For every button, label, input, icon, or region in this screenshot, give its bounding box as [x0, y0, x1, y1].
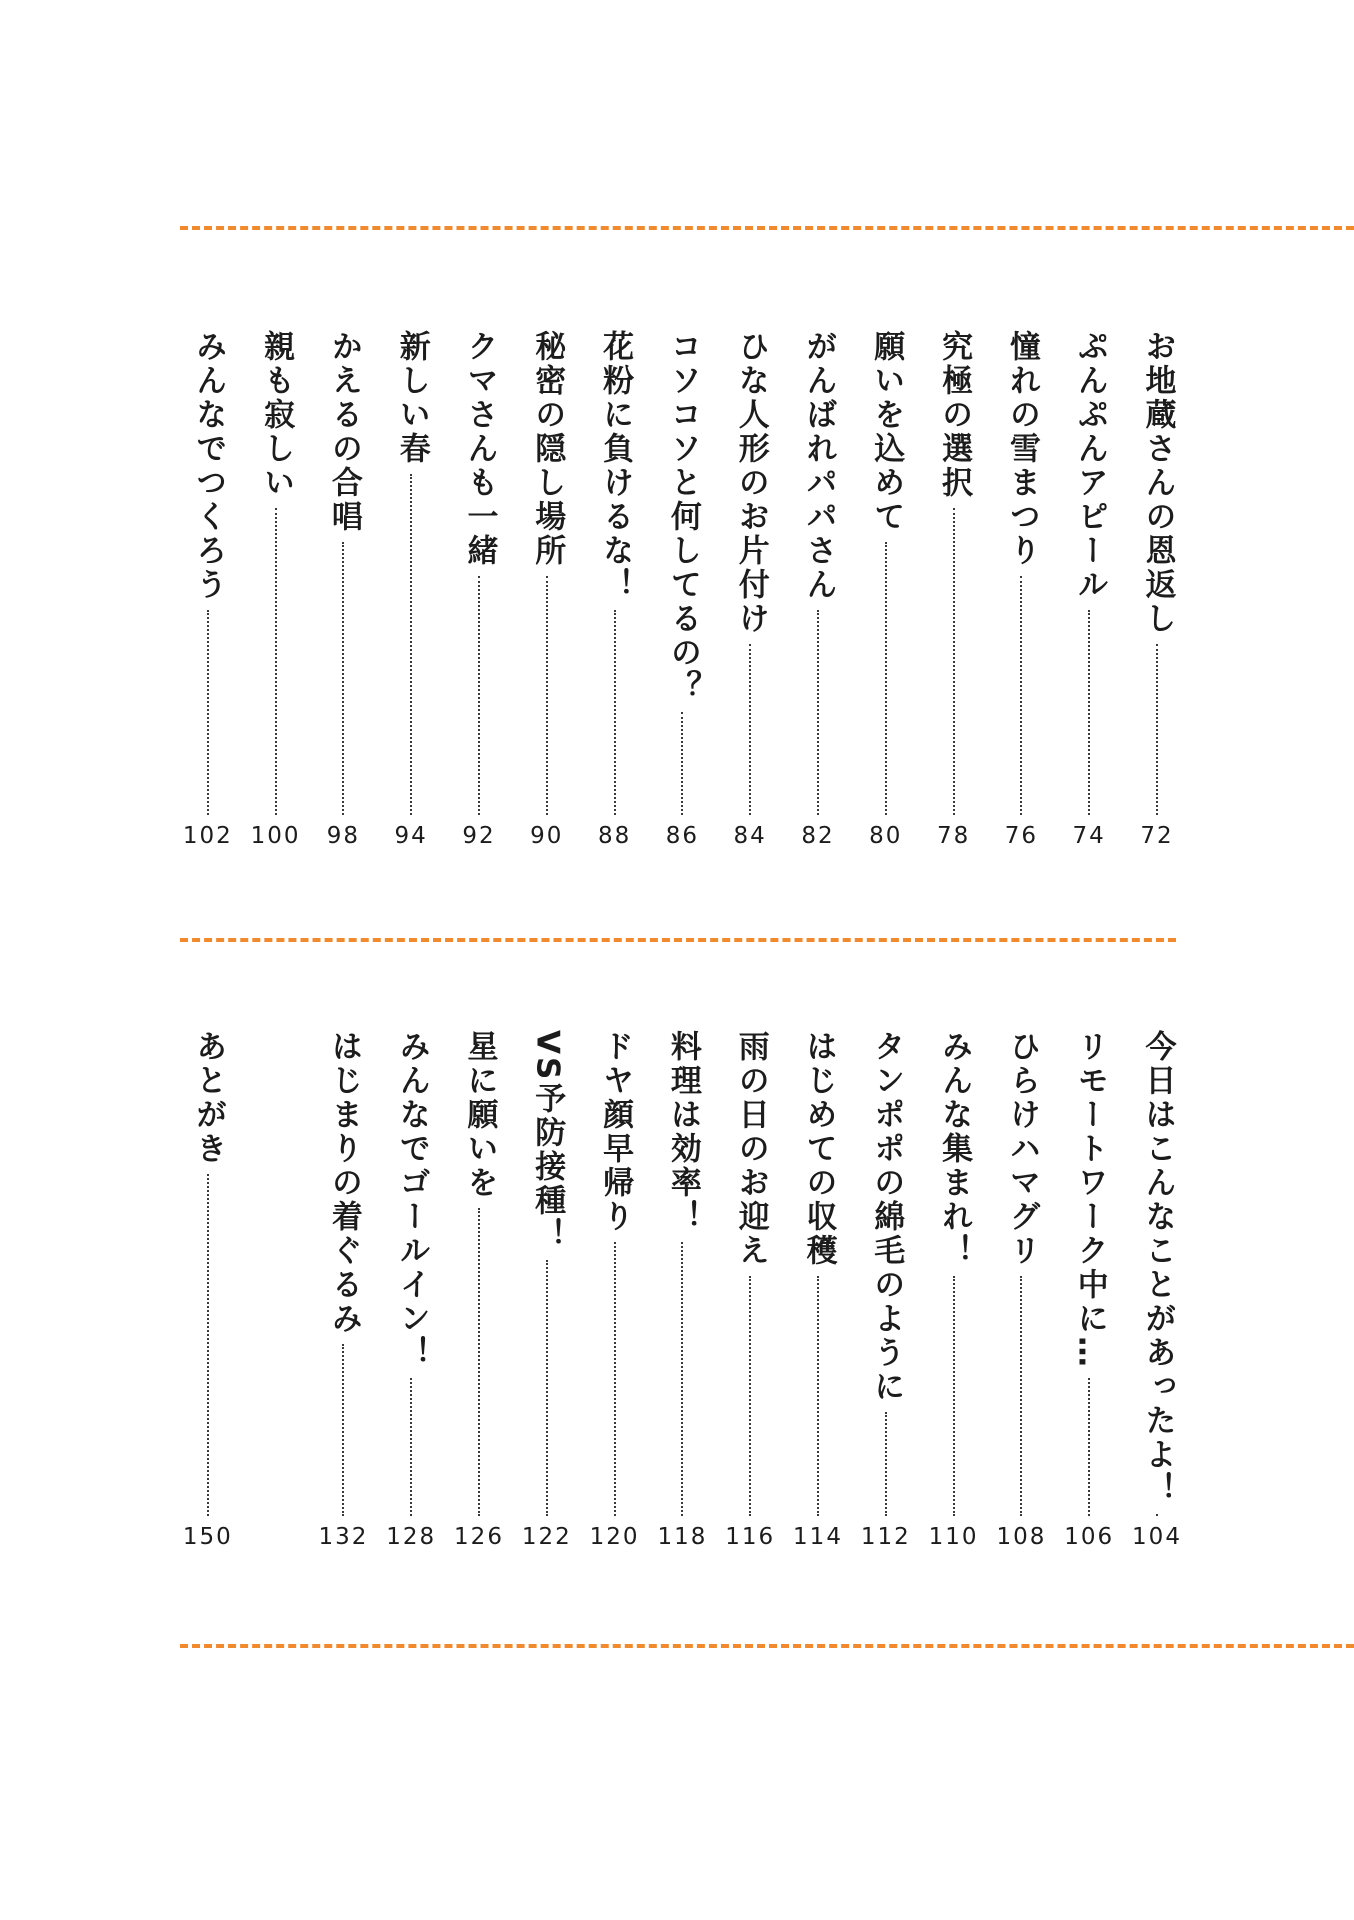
dot-leader [546, 1260, 548, 1516]
dot-leader [953, 1276, 955, 1516]
toc-entry-title: 今日はこんなことがあったよ！ [1139, 1030, 1176, 1506]
dot-leader [207, 1174, 209, 1516]
toc-entry-title: ひらけハマグリ [1003, 1030, 1040, 1268]
toc-entry[interactable] [790, 1030, 846, 1549]
toc-entry-title: かえるの合唱 [325, 330, 362, 534]
toc-entry[interactable] [858, 1030, 914, 1549]
toc-entry-title: 料理は効率！ [664, 1030, 701, 1234]
toc-entry-page-number: 106 [1064, 1524, 1115, 1550]
toc-entry[interactable] [1061, 1030, 1117, 1549]
toc-entry-page-number: 98 [326, 823, 361, 849]
toc-entry-title: クマさんも一緒 [461, 330, 498, 568]
toc-entry-title: リモートワーク中に… [1071, 1030, 1108, 1370]
toc-entry[interactable] [722, 1030, 778, 1549]
dot-leader [1088, 1378, 1090, 1516]
toc-entry-title: みんなでゴールイン！ [393, 1030, 430, 1370]
toc-entry-title: 親も寂しい [258, 330, 295, 500]
toc-entry-title: みんな集まれ！ [936, 1030, 973, 1268]
toc-entry-page-number: 102 [182, 823, 233, 849]
dot-leader [681, 1242, 683, 1516]
toc-entry-page-number: 94 [394, 823, 428, 849]
dot-leader [817, 1276, 819, 1516]
toc-entry-title: ドヤ顔早帰り [597, 1030, 634, 1234]
toc-entry-title: 星に願いを [461, 1030, 498, 1200]
toc-entry-title: ひな人形のお片付け [732, 330, 769, 636]
toc-entry-title: 憧れの雪まつり [1003, 330, 1040, 568]
dot-leader [885, 1412, 887, 1516]
toc-entry-title: コソコソと何してるの？ [664, 330, 701, 704]
toc-entry-page-number: 114 [793, 1524, 843, 1550]
toc-entry-page-number: 80 [869, 823, 903, 849]
toc-entry-title: がんばれパパさん [800, 330, 837, 602]
toc-entry-title: 秘密の隠し場所 [529, 330, 566, 568]
toc-entry-page-number: 122 [521, 1524, 572, 1550]
toc-entry-title: VS予防接種！ [529, 1030, 566, 1253]
toc-entry-page-number: 116 [725, 1524, 776, 1550]
dot-leader [1156, 1514, 1158, 1516]
toc-entry-page-number: 78 [936, 823, 971, 849]
toc-entry-page-number: 88 [597, 823, 632, 849]
dot-leader [342, 1344, 344, 1516]
toc-entry-title: タンポポの綿毛のように [868, 1030, 905, 1404]
toc-entry-title: あとがき [190, 1030, 227, 1166]
toc-entry-title: はじまりの着ぐるみ [325, 1030, 362, 1336]
toc-entry-title: 新しい春 [393, 330, 430, 466]
toc-entry-title: 究極の選択 [936, 330, 973, 500]
toc-entry[interactable] [926, 1030, 982, 1549]
toc-entry-title: みんなでつくろう [190, 330, 227, 602]
toc-entry[interactable] [180, 1030, 236, 1549]
toc-entry-page-number: 132 [318, 1524, 369, 1550]
toc-entry-title: 花粉に負けるな！ [597, 330, 634, 602]
toc-entry-page-number: 90 [530, 823, 564, 849]
toc-entry-page-number: 112 [860, 1524, 911, 1550]
toc-entry[interactable] [519, 1030, 575, 1549]
toc-entry-page-number: 104 [1132, 1524, 1182, 1550]
toc-entry-page-number: 110 [928, 1524, 979, 1550]
toc-entry[interactable] [1129, 1030, 1185, 1549]
dot-leader [478, 1208, 480, 1516]
toc-entry[interactable] [654, 1030, 710, 1549]
toc-entry[interactable] [993, 1030, 1049, 1549]
dot-leader [1020, 1276, 1022, 1516]
toc-entry-page-number: 76 [1004, 823, 1039, 849]
toc-entry-title: ぷんぷんアピール [1071, 330, 1108, 602]
toc-entry-page-number: 72 [1140, 823, 1174, 849]
toc-entry-title: 願いを込めて [868, 330, 905, 534]
toc-entry-title: 雨の日のお迎え [732, 1030, 769, 1268]
toc-entry-page-number: 126 [454, 1524, 504, 1550]
toc-entry-page-number: 100 [250, 823, 301, 849]
toc-entry[interactable] [315, 1030, 371, 1549]
toc-entry-page-number: 150 [182, 1524, 233, 1550]
toc-entry-title: はじめての収穫 [800, 1030, 837, 1268]
toc-entry-page-number: 82 [801, 823, 835, 849]
toc-entry-page-number: 108 [996, 1524, 1047, 1550]
toc-entry-page-number: 120 [589, 1524, 640, 1550]
toc-entry-page-number: 84 [733, 823, 767, 849]
toc-entry-title: お地蔵さんの恩返し [1139, 330, 1176, 636]
toc-entry[interactable] [383, 1030, 439, 1549]
toc-entry[interactable] [451, 1030, 507, 1549]
toc-entry-page-number: 74 [1072, 823, 1106, 849]
toc-entry-page-number: 86 [665, 823, 700, 849]
toc-entry-page-number: 92 [462, 823, 496, 849]
dot-leader [749, 1276, 751, 1516]
toc-entry-page-number: 118 [657, 1524, 708, 1550]
dot-leader [410, 1378, 412, 1516]
toc-entry-page-number: 128 [386, 1524, 437, 1550]
toc-entry[interactable] [587, 1030, 643, 1549]
dot-leader [614, 1242, 616, 1516]
